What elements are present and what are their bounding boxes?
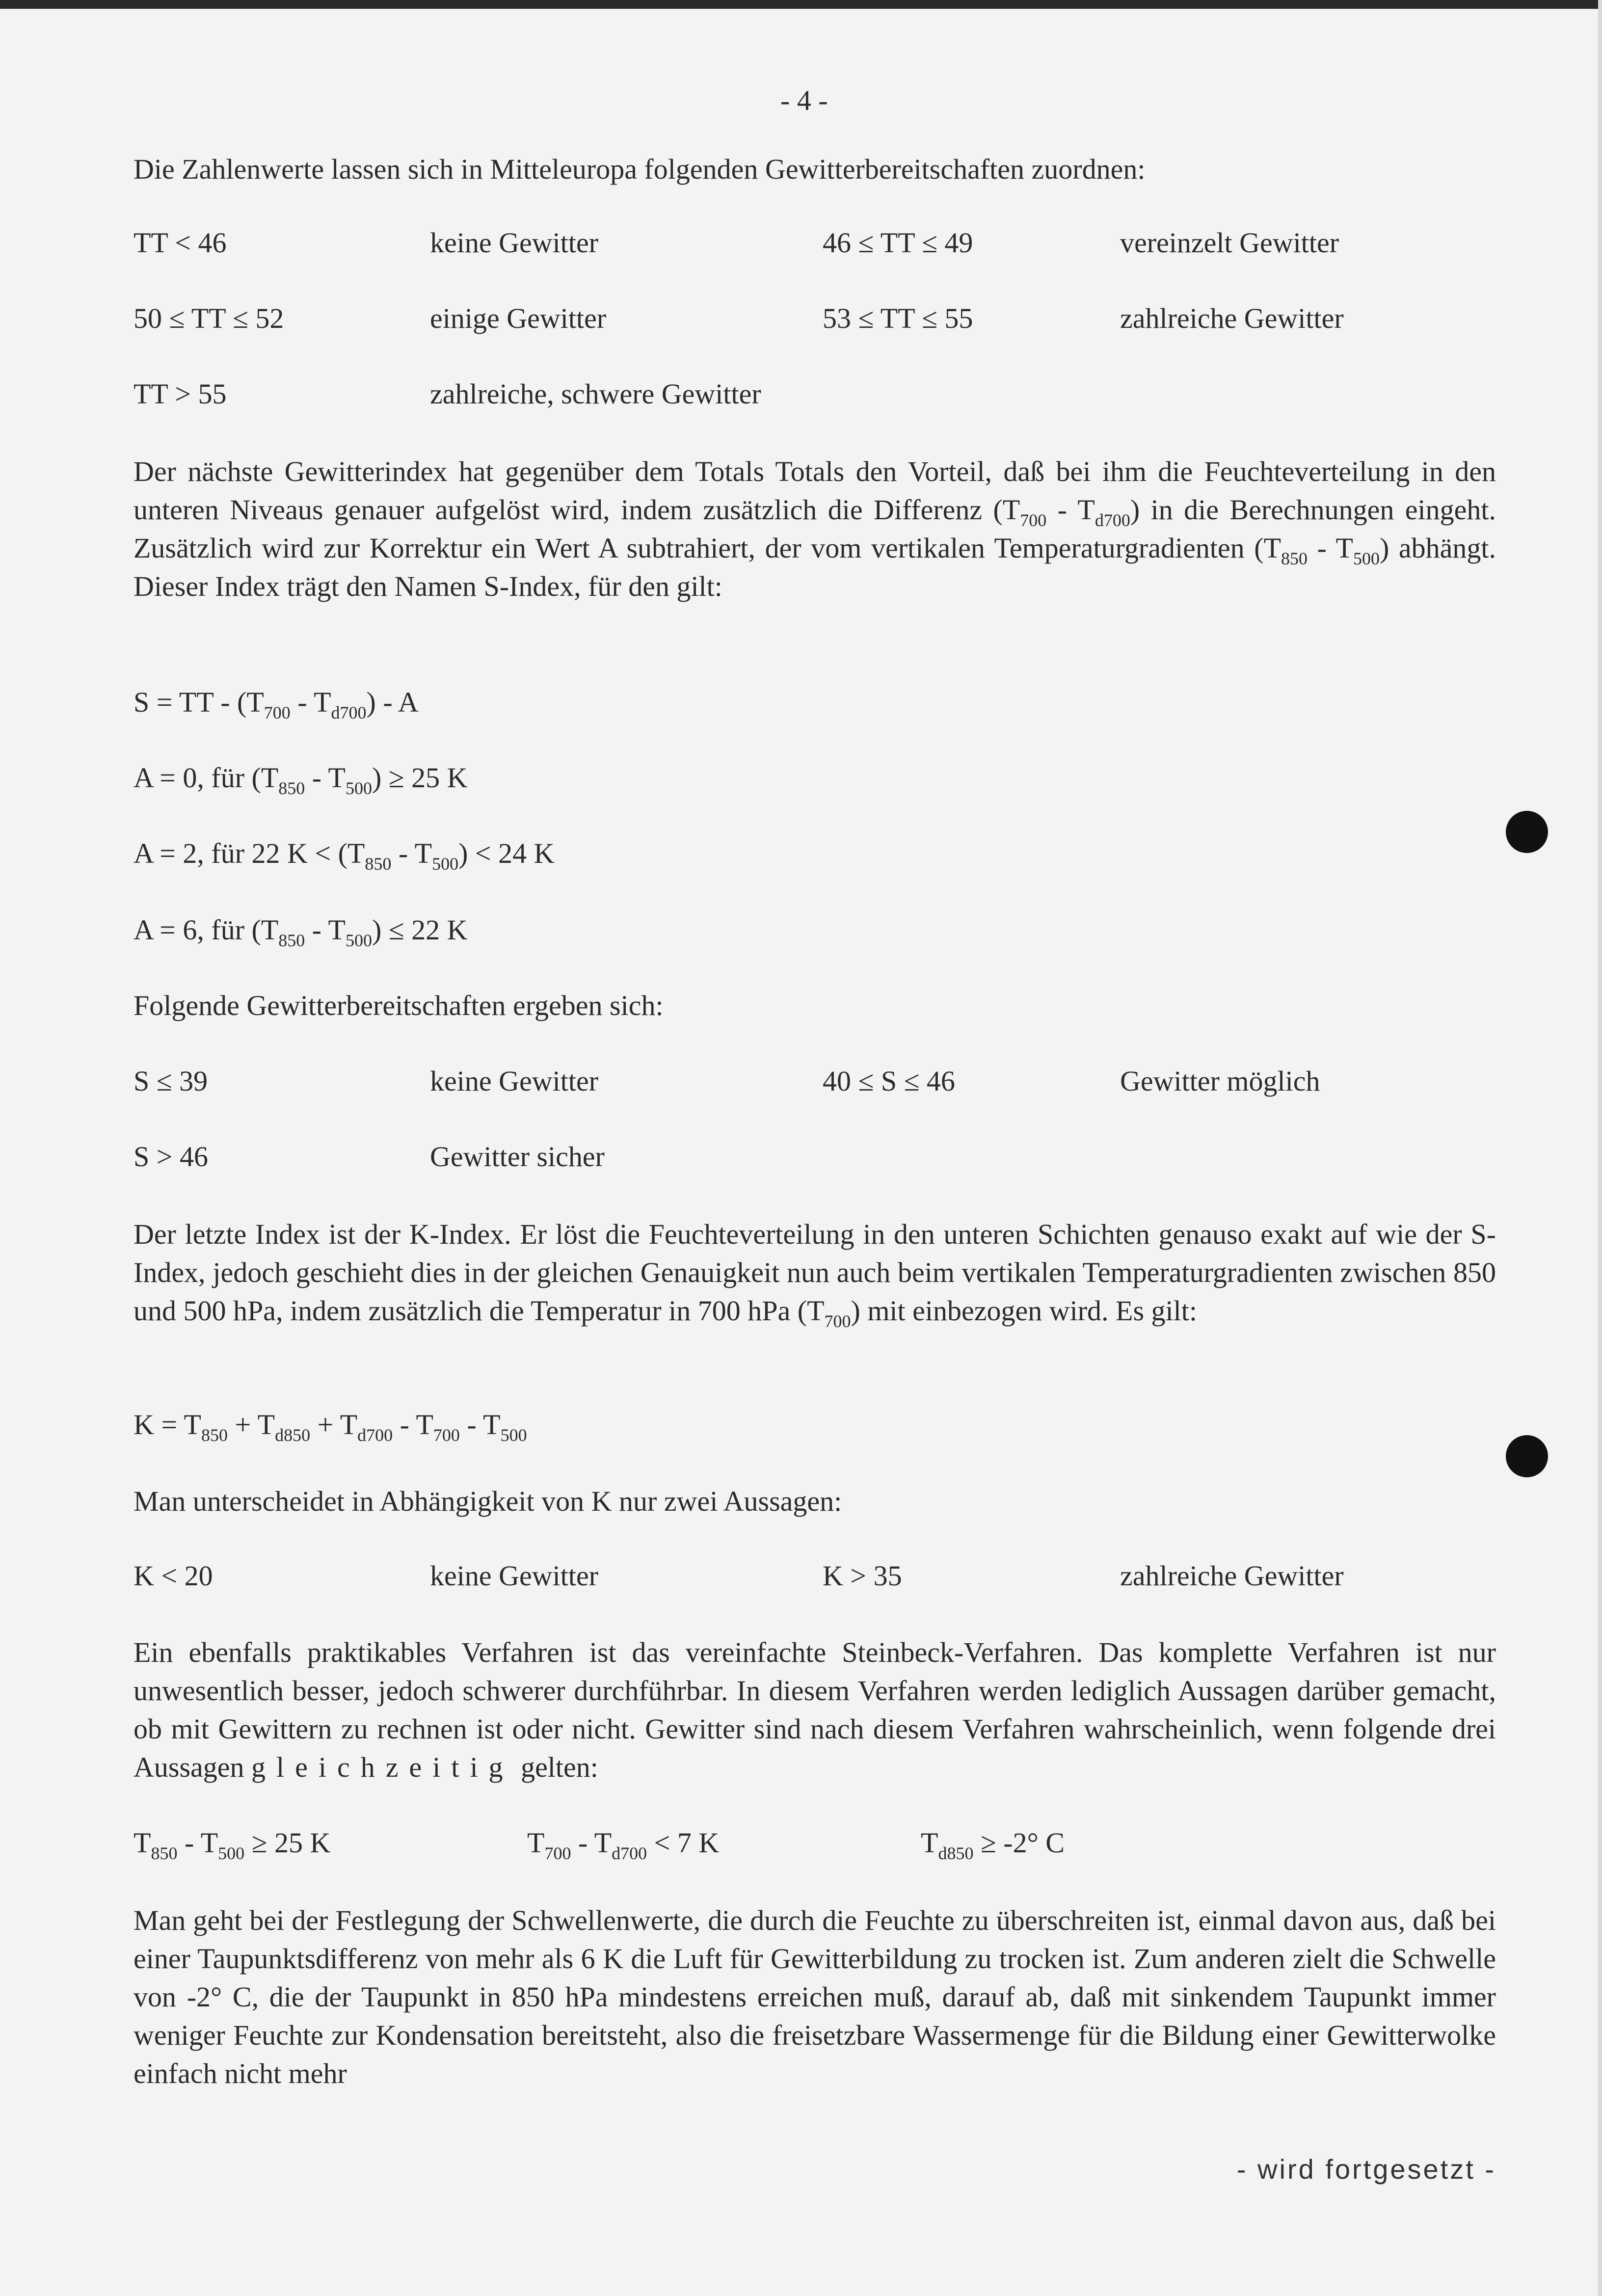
tt-condition: 50 ≤ TT ≤ 52 — [134, 302, 284, 334]
steinbeck-condition: $T_{850} - T_{500} \ge 25$ K — [134, 1827, 331, 1863]
s-condition: S > 46 — [134, 1141, 208, 1173]
k-intro-text: Man unterscheidet in Abhängigkeit von K nur zwei Aussagen: — [134, 1485, 842, 1517]
tt-label: einige Gewitter — [430, 302, 607, 334]
tt-condition: 46 ≤ TT ≤ 49 — [823, 227, 973, 259]
emphasis-gleichzeitig: gleichzeitig — [251, 1751, 514, 1783]
steinbeck-condition: $T_{d850} \ge -2^\circ$ C — [921, 1827, 1065, 1863]
intro-text: Die Zahlenwerte lassen sich in Mitteleuropa folgenden Gewitterbereitschaften zuordnen: — [134, 153, 1146, 185]
a-rule: A = 0, für $(T_{850} - T_{500}) \ge 25$ K — [134, 762, 468, 798]
tt-label: vereinzelt Gewitter — [1120, 227, 1339, 259]
page-number: - 4 - — [780, 84, 828, 116]
tt-label: zahlreiche, schwere Gewitter — [430, 378, 761, 410]
punch-hole-upper — [1506, 811, 1548, 853]
k-condition: K < 20 — [134, 1560, 213, 1592]
s-condition: 40 ≤ S ≤ 46 — [823, 1065, 955, 1097]
s-label: Gewitter möglich — [1120, 1065, 1320, 1097]
tt-condition: 53 ≤ TT ≤ 55 — [823, 302, 973, 334]
tt-label: keine Gewitter — [430, 227, 599, 259]
tt-label: zahlreiche Gewitter — [1120, 302, 1344, 334]
paragraph-s-index: Der nächste Gewitterindex hat gegenüber dem Totals Totals den Vorteil, daß bei ihm die Feuchteverteilung in den unteren Niveaus genauer aufgelöst wird, indem zusätzlich die Differenz $(T_{700} - T_{d700})$ in die Berechnungen eingeht. Zusätzlich wird zur Korrektur ein Wert A subtrahiert, der vom vertikalen Temperaturgradienten $(T_{850} - T_{500})$ abhängt. Dieser Index trägt den Namen S-Index, für den gilt: — [134, 455, 1496, 602]
a-rule: A = 6, für $(T_{850} - T_{500}) \le 22$ K — [134, 914, 468, 950]
scan-right-edge — [1598, 0, 1602, 2296]
tt-condition: TT < 46 — [134, 227, 227, 259]
s-condition: S ≤ 39 — [134, 1065, 208, 1097]
tt-condition: TT > 55 — [134, 378, 227, 410]
a-rule: A = 2, für 22 $K < (T_{850} - T_{500}) < 24$ K — [134, 837, 555, 874]
k-label: keine Gewitter — [430, 1560, 599, 1592]
paragraph-final: Man geht bei der Festlegung der Schwellenwerte, die durch die Feuchte zu überschreiten ist, einmal davon aus, daß bei einer Taupunktsdifferenz von mehr als 6 K die Luft für Gewitterbildung zu trocken ist. Zum anderen zielt die Schwelle von -2° C, die der Taupunkt in 850 hPa mindestens erreichen muß, darauf ab, daß mit sinkendem Taupunkt immer weniger Feuchte zur Kondensation bereitsteht, also die freisetzbare Wassermenge für die Bildung einer Gewitterwolke einfach nicht mehr — [134, 1904, 1496, 2089]
s-formula: S = TT - $(T_{700} - T_{d700})$ - A — [134, 686, 419, 722]
k-condition: K > 35 — [823, 1560, 902, 1592]
k-formula: $K = T_{850} + T_{d850} + T_{d700} - T_{700} - T_{500}$ — [134, 1409, 527, 1445]
steinbeck-condition: $T_{700} - T_{d700} < 7$ K — [527, 1827, 720, 1863]
punch-hole-lower — [1506, 1435, 1548, 1477]
paragraph-steinbeck: Ein ebenfalls praktikables Verfahren ist das vereinfachte Steinbeck-Verfahren. Das komplette Verfahren ist nur unwesentlich besser, jedoch schwerer durchführbar. In diesem Verfahren werden lediglich Aussagen darüber gemacht, ob mit Gewittern zu rechnen ist oder nicht. Gewitter sind nach diesem Verfahren wahrscheinlich, wenn folgende drei Aussagen gleichzeitig gelten: — [134, 1636, 1496, 1783]
s-label: Gewitter sicher — [430, 1141, 605, 1173]
continuation-note: - wird fortgesetzt - — [1236, 2154, 1496, 2185]
scan-top-edge — [0, 0, 1602, 9]
paragraph-k-index: Der letzte Index ist der K-Index. Er löst die Feuchteverteilung in den unteren Schichten genauso exakt auf wie der S-Index, jedoch geschieht dies in der gleichen Genauigkeit nun auch beim vertikalen Temperaturgradienten zwischen 850 und 500 hPa, indem zusätzlich die Temperatur in 700 hPa $(T_{700})$ mit einbezogen wird. Es gilt: — [134, 1218, 1496, 1331]
s-label: keine Gewitter — [430, 1065, 599, 1097]
k-label: zahlreiche Gewitter — [1120, 1560, 1344, 1592]
s-intro-text: Folgende Gewitterbereitschaften ergeben sich: — [134, 989, 664, 1021]
